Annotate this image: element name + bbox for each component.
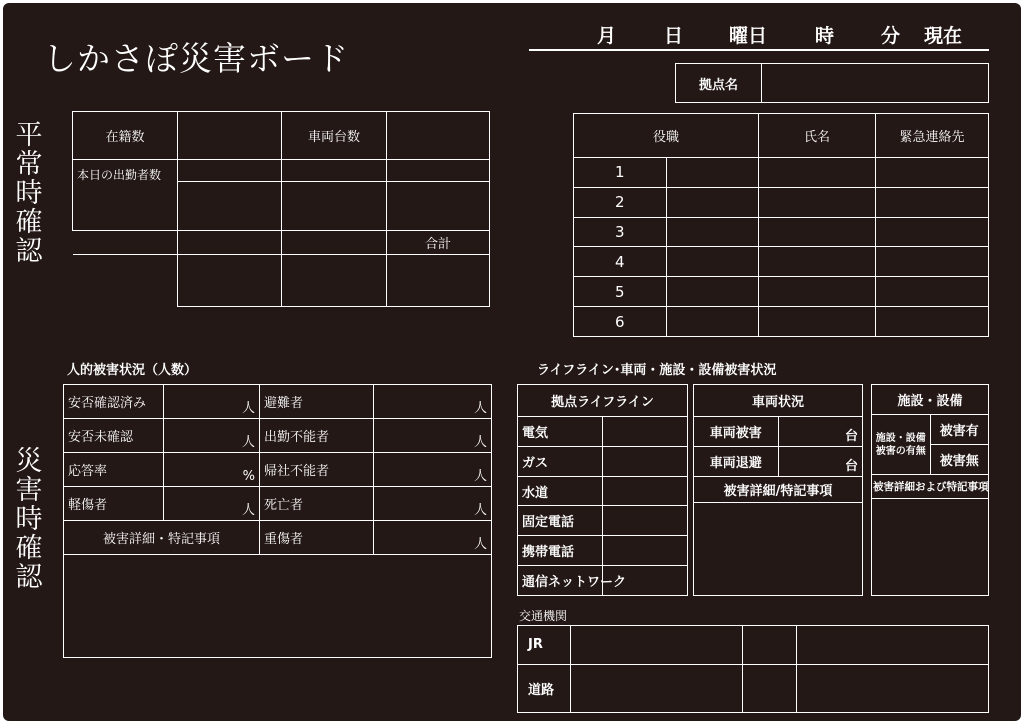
name-cell[interactable] [759,217,876,247]
contact-cell[interactable] [876,187,989,217]
serious-unit[interactable]: 人 [374,521,492,555]
human-row-unit[interactable]: 人 [374,419,492,453]
attendance-cell[interactable] [178,182,282,230]
human-damage-title: 人的被害状況（人数） [67,363,198,378]
vehicle-details-label: 被害詳細/特記事項 [694,477,863,503]
role-cell[interactable] [666,307,759,337]
human-row-unit[interactable]: 人 [164,419,260,453]
vehicle-evac-unit[interactable]: 台 [778,447,863,477]
vehicle-status-header: 車両状況 [694,385,863,417]
base-lifeline-table [517,384,688,596]
vehicle-details-field[interactable] [694,503,863,596]
roles-table [573,113,989,337]
human-row-label: 応答率 [64,453,164,487]
human-row-label: 帰社不能者 [260,453,374,487]
enrolled-label: 在籍数 [73,112,178,160]
attendance-cell[interactable] [282,254,387,306]
date-day-label: 日 [664,25,684,47]
name-cell[interactable] [759,277,876,307]
human-row-label: 安否確認済み [64,385,164,419]
attendance-cell[interactable] [282,182,387,230]
facility-header: 施設・設備 [872,385,989,415]
human-row-label: 軽傷者 [64,487,164,521]
total-value[interactable] [387,254,490,306]
transport-cell[interactable] [797,626,989,665]
transport-row-label: 道路 [518,664,571,712]
base-name-label: 拠点名 [676,64,762,103]
transport-cell[interactable] [743,664,797,712]
date-hour-label: 時 [815,25,835,47]
attendance-cell[interactable] [387,160,490,182]
role-header: 役職 [574,114,759,158]
attendance-cell[interactable] [178,160,282,182]
lifeline-item-label: 通信ネットワーク [518,566,603,596]
contact-cell[interactable] [876,277,989,307]
total-label: 合計 [387,230,490,254]
lifeline-item-status[interactable] [603,506,688,536]
name-cell[interactable] [759,158,876,188]
vehicle-evac-label: 車両退避 [694,447,779,477]
contact-cell[interactable] [876,247,989,277]
human-row-unit[interactable]: 人 [164,487,260,521]
lifeline-item-label: 電気 [518,417,603,447]
facility-yes[interactable]: 被害有 [930,415,989,445]
transport-cell[interactable] [797,664,989,712]
side-label-normal: 平常時確認 [15,120,43,267]
name-cell[interactable] [759,187,876,217]
human-row-label: 安否未確認 [64,419,164,453]
date-month-label: 月 [597,25,617,47]
facility-no[interactable]: 被害無 [930,445,989,475]
human-row-unit[interactable]: 人 [374,453,492,487]
base-lifeline-header: 拠点ライフライン [518,385,688,417]
lifeline-item-status[interactable] [603,536,688,566]
human-damage-table [63,384,492,658]
side-label-disaster: 災害時確認 [15,446,43,593]
lifeline-item-label: 固定電話 [518,506,603,536]
role-cell[interactable] [666,247,759,277]
lifeline-title: ライフライン･車両・施設・設備被害状況 [537,363,777,378]
role-number: 6 [574,307,667,337]
enrolled-value[interactable] [178,112,282,160]
board-title: しかさぽ災害ボード [43,39,349,78]
role-number: 4 [574,247,667,277]
human-row-label: 避難者 [260,385,374,419]
serious-label: 重傷者 [260,521,374,555]
attendance-label: 本日の出勤者数 [73,160,178,230]
attendance-cell[interactable] [178,254,282,306]
attendance-cell[interactable] [387,182,490,230]
vehicle-damage-unit[interactable]: 台 [778,417,863,447]
normal-staff-table [72,111,490,307]
attendance-cell[interactable] [282,230,387,254]
transport-cell[interactable] [743,626,797,665]
vehicles-value[interactable] [387,112,490,160]
role-number: 1 [574,158,667,188]
transport-row-label: JR [518,626,571,665]
role-cell[interactable] [666,187,759,217]
attendance-cell[interactable] [282,160,387,182]
human-row-unit[interactable]: 人 [374,385,492,419]
role-number: 3 [574,217,667,247]
role-number: 5 [574,277,667,307]
name-cell[interactable] [759,307,876,337]
human-details-label: 被害詳細・特記事項 [64,521,260,555]
vehicle-status-table [693,384,863,596]
lifeline-item-label: 水道 [518,476,603,506]
contact-cell[interactable] [876,307,989,337]
contact-cell[interactable] [876,217,989,247]
facility-presence-label: 施設・設備被害の有無 [872,415,931,475]
facility-details-label: 被害詳細および特記事項 [872,475,989,499]
role-cell[interactable] [666,277,759,307]
attendance-cell[interactable] [178,230,282,254]
name-header: 氏名 [759,114,876,158]
facility-table [871,384,989,596]
human-row-unit[interactable]: 人 [164,385,260,419]
name-cell[interactable] [759,247,876,277]
human-row-unit[interactable]: 人 [374,487,492,521]
facility-details-field[interactable] [872,499,989,596]
role-cell[interactable] [666,158,759,188]
disaster-board [3,3,1021,721]
transport-cell[interactable] [571,626,743,665]
date-minute-label: 分 [881,25,901,47]
vehicles-label: 車両台数 [282,112,387,160]
transport-table [517,625,989,713]
role-cell[interactable] [666,217,759,247]
date-underline [529,49,989,51]
date-current-label: 現在 [924,25,963,47]
lifeline-item-status[interactable] [603,446,688,476]
blank-cell [73,254,178,306]
blank-cell [73,230,178,254]
lifeline-item-label: 携帯電話 [518,536,603,566]
transport-cell[interactable] [571,664,743,712]
human-row-label: 死亡者 [260,487,374,521]
lifeline-item-label: ガス [518,446,603,476]
lifeline-item-status[interactable] [603,417,688,447]
contact-cell[interactable] [876,158,989,188]
transport-title: 交通機関 [519,609,568,623]
date-weekday-label: 曜日 [729,25,768,47]
lifeline-item-status[interactable] [603,476,688,506]
human-row-unit[interactable]: % [164,453,260,487]
base-name-table [675,63,989,103]
human-row-label: 出勤不能者 [260,419,374,453]
human-details-field[interactable] [64,555,492,658]
contact-header: 緊急連絡先 [876,114,989,158]
role-number: 2 [574,187,667,217]
base-name-field[interactable] [762,64,989,103]
vehicle-damage-label: 車両被害 [694,417,779,447]
